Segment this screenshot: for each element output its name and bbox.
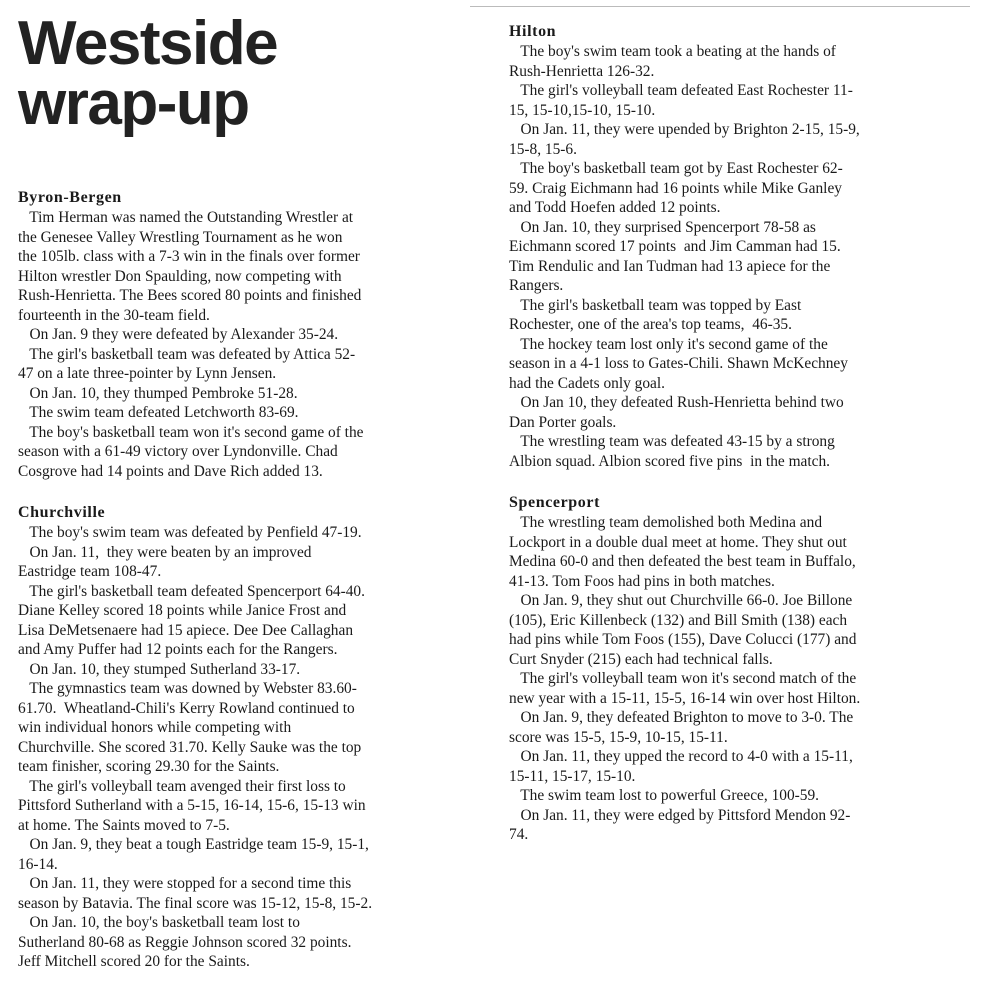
- article-line: Pittsford Sutherland with a 5-15, 16-14, 15-6, 15-13 win: [18, 797, 366, 814]
- article-line: and Todd Hoefen added 12 points.: [509, 199, 721, 216]
- article-line: had the Cadets only goal.: [509, 374, 666, 392]
- article-line: The boy's basketball team got by East Rochester 62-: [509, 160, 843, 177]
- section-title: Spencerport: [509, 494, 601, 511]
- article-line: On Jan. 9, they defeated Brighton to move to 3-0. The: [509, 709, 854, 726]
- article-line: 74.: [509, 826, 529, 843]
- article-line: On Jan. 10, the boy's basketball team lost to: [18, 914, 300, 931]
- article-line: Sutherland 80-68 as Reggie Johnson scored 32 points.: [18, 933, 352, 951]
- article-line: The girl's volleyball team defeated East Rochester 11-: [509, 82, 853, 99]
- column-churchville: [18, 503, 478, 972]
- article-line: had pins while Tom Foos (155), Dave Colucci (177) and: [509, 631, 857, 648]
- article-line: The swim team defeated Letchworth 83-69.: [18, 404, 299, 421]
- article-line: On Jan. 11, they were beaten by an improved: [18, 543, 312, 561]
- article-line: Hilton wrestler Don Spaulding, now competing with: [18, 267, 342, 285]
- article-line: The girl's basketball team was topped by East: [509, 296, 802, 314]
- article-line: Diane Kelley scored 18 points while Janice Frost and: [18, 602, 347, 619]
- column-spencerport: [509, 493, 969, 845]
- article-line: The boy's swim team was defeated by Penfield 47-19.: [18, 524, 362, 541]
- article-line: and Amy Puffer had 12 points each for the Rangers.: [18, 641, 338, 658]
- article-line: Cosgrove had 14 points and Dave Rich added 13.: [18, 462, 323, 480]
- article-line: On Jan. 10, they thumped Pembroke 51-28.: [18, 384, 298, 402]
- article-line: 15-8, 15-6.: [509, 140, 577, 158]
- article-line: Lisa DeMetsenaere had 15 apiece. Dee Dee Callaghan: [18, 621, 354, 639]
- article-line: The girl's volleyball team avenged their first loss to: [18, 777, 346, 795]
- article-line: Churchville. She scored 31.70. Kelly Sauke was the top: [18, 738, 362, 756]
- article-line: 15-11, 15-17, 15-10.: [509, 767, 636, 785]
- article-line: (105), Eric Killenbeck (132) and Bill Smith (138) each: [509, 611, 848, 629]
- article-line: The boy's basketball team won it's second game of the: [18, 423, 364, 441]
- article-line: The hockey team lost only it's second game of the: [509, 335, 828, 353]
- article-line: On Jan. 9, they beat a tough Eastridge team 15-9, 15-1,: [18, 836, 369, 853]
- article-line: Rush-Henrietta. The Bees scored 80 points and finished: [18, 287, 362, 304]
- column-hilton: [509, 22, 969, 471]
- article-line: The girl's basketball team was defeated by Attica 52-: [18, 345, 356, 363]
- section-title: Churchville: [18, 504, 106, 521]
- article-line: Eichmann scored 17 points and Jim Camman had 15.: [509, 238, 841, 255]
- article-line: Tim Herman was named the Outstanding Wrestler at: [18, 209, 354, 226]
- article-line: season by Batavia. The final score was 15-12, 15-8, 15-2.: [18, 894, 373, 912]
- article-line: The girl's basketball team defeated Spencerport 64-40.: [18, 582, 365, 600]
- article-line: On Jan. 10, they stumped Sutherland 33-17.: [18, 660, 301, 678]
- article-line: at home. The Saints moved to 7-5.: [18, 816, 230, 834]
- article-line: Rochester, one of the area's top teams, 46-35.: [509, 316, 792, 333]
- article-line: fourteenth in the 30-team field.: [18, 306, 210, 324]
- article-line: the Genesee Valley Wrestling Tournament as he won: [18, 228, 343, 246]
- article-line: Dan Porter goals.: [509, 413, 617, 431]
- article-line: The wrestling team demolished both Medina and: [509, 514, 823, 531]
- top-rule: [470, 0, 970, 7]
- headline: [18, 9, 458, 138]
- article-line: 61.70. Wheatland-Chili's Kerry Rowland continued to: [18, 699, 355, 717]
- column-byron-bergen: [18, 188, 478, 481]
- article-line: 16-14.: [18, 855, 58, 873]
- article-line: Curt Snyder (215) each had technical falls.: [509, 650, 773, 668]
- article-line: On Jan. 11, they were edged by Pittsford Mendon 92-: [509, 806, 851, 824]
- article-line: 41-13. Tom Foos had pins in both matches.: [509, 572, 775, 590]
- article-line: season with a 61-49 victory over Lyndonville. Chad: [18, 443, 338, 460]
- section-title: Byron-Bergen: [18, 189, 122, 206]
- article-line: On Jan. 11, they upped the record to 4-0 with a 15-11,: [509, 748, 853, 765]
- article-line: The gymnastics team was downed by Webster 83.60-: [18, 680, 357, 697]
- article-line: new year with a 15-11, 15-5, 16-14 win over host Hilton.: [509, 689, 861, 707]
- article-line: Jeff Mitchell scored 20 for the Saints.: [18, 953, 250, 970]
- article-line: Rush-Henrietta 126-32.: [509, 62, 655, 80]
- article-line: The swim team lost to powerful Greece, 100-59.: [509, 787, 820, 804]
- article-line: team finisher, scoring 29.30 for the Saints.: [18, 758, 280, 775]
- article-line: Lockport in a double dual meet at home. They shut out: [509, 533, 847, 551]
- article-line: the 105lb. class with a 7-3 win in the finals over former: [18, 248, 360, 265]
- article-line: On Jan. 11, they were upended by Brighton 2-15, 15-9,: [509, 121, 860, 138]
- article-line: Medina 60-0 and then defeated the best team in Buffalo,: [509, 553, 856, 570]
- article-line: 47 on a late three-pointer by Lynn Jensen.: [18, 365, 277, 382]
- article-line: On Jan. 10, they surprised Spencerport 78-58 as: [509, 218, 816, 236]
- article-line: On Jan. 9, they shut out Churchville 66-0. Joe Billone: [509, 592, 853, 609]
- article-line: score was 15-5, 15-9, 10-15, 15-11.: [509, 728, 728, 746]
- article-line: On Jan. 11, they were stopped for a second time this: [18, 875, 352, 892]
- section-title: Hilton: [509, 23, 557, 40]
- article-line: 15, 15-10,15-10, 15-10.: [509, 101, 656, 119]
- article-line: The girl's volleyball team won it's second match of the: [509, 670, 857, 687]
- article-line: Eastridge team 108-47.: [18, 563, 162, 580]
- article-line: season in a 4-1 loss to Gates-Chili. Shawn McKechney: [509, 355, 848, 372]
- article-line: Rangers.: [509, 277, 564, 294]
- article-line: Tim Rendulic and Ian Tudman had 13 apiece for the: [509, 257, 831, 275]
- article-line: The wrestling team was defeated 43-15 by a strong: [509, 433, 835, 450]
- headline-line-2: wrap-up: [18, 69, 249, 138]
- article-line: 59. Craig Eichmann had 16 points while Mike Ganley: [509, 179, 842, 197]
- article-line: On Jan 10, they defeated Rush-Henrietta behind two: [509, 394, 844, 411]
- article-line: Albion squad. Albion scored five pins in the match.: [509, 452, 831, 470]
- article-line: win individual honors while competing with: [18, 719, 292, 736]
- headline-line-1: Westside: [18, 9, 278, 78]
- article-line: The boy's swim team took a beating at the hands of: [509, 43, 836, 60]
- article-line: On Jan. 9 they were defeated by Alexander 35-24.: [18, 326, 339, 343]
